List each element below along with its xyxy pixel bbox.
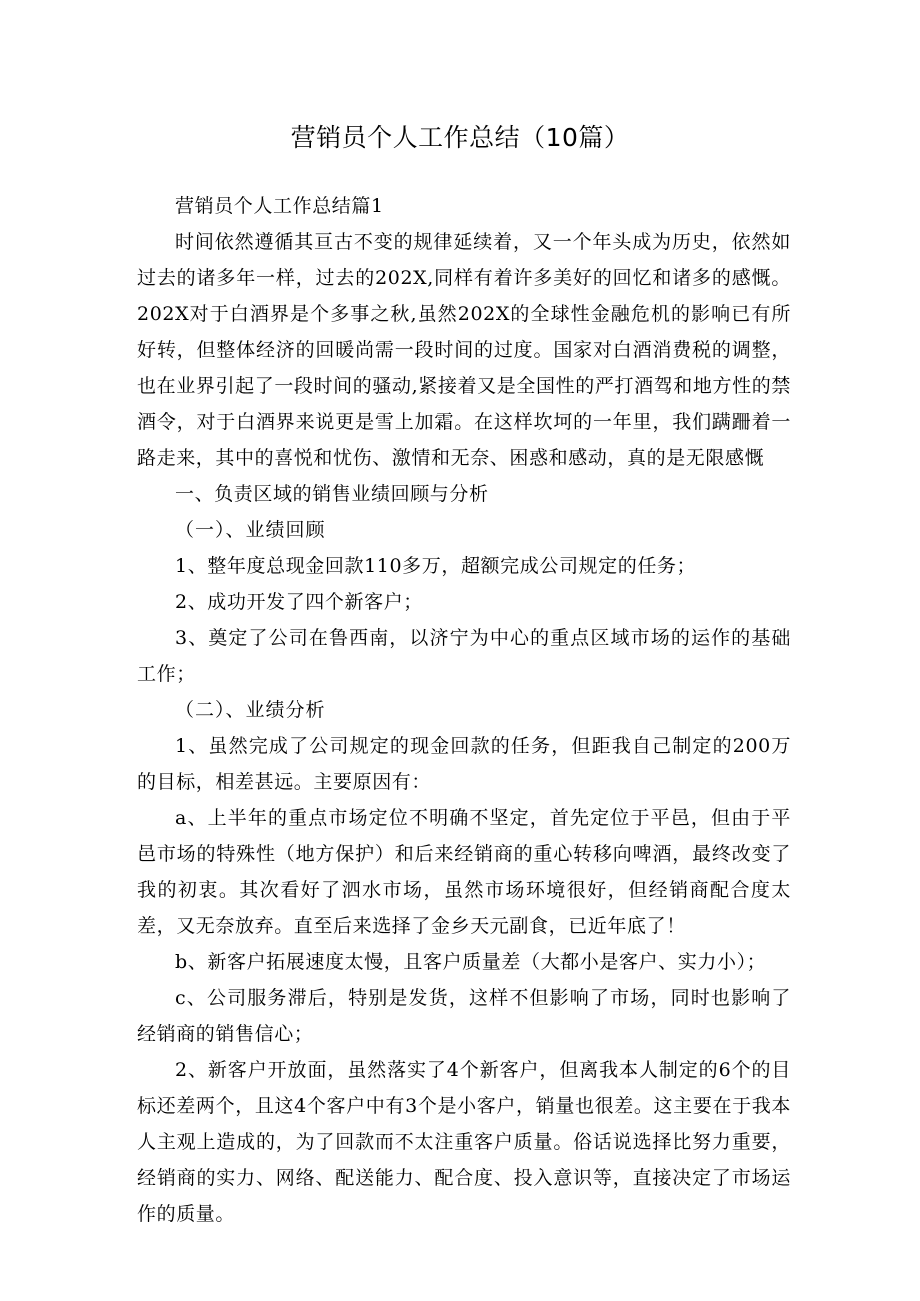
list-item: 2、新客户开放面，虽然落实了4个新客户，但离我本人制定的6个的目标还差两个，且这4个客户中有3个是小客户，销量也很差。这主要在于我本人主观上造成的，为了回款而不太注重客户质量。俗话说选择比努力重要，经销商的实力、网络、配送能力、配合度、投入意识等，直接决定了市场运作的质量。 xyxy=(137,1059,791,1225)
list-item: 1、虽然完成了公司规定的现金回款的任务，但距我自己制定的200万的目标，相差甚远。主要原因有： xyxy=(137,735,791,793)
subsection-heading: （二）、业绩分析 xyxy=(175,699,326,721)
list-item: 2、成功开发了四个新客户； xyxy=(175,591,423,613)
document-body xyxy=(137,188,791,1232)
list-item: c、公司服务滞后，特别是发货，这样不但影响了市场，同时也影响了经销商的销售信心； xyxy=(137,987,791,1045)
list-item: 1、整年度总现金回款110多万，超额完成公司规定的任务； xyxy=(175,555,697,577)
section-heading: 营销员个人工作总结篇1 xyxy=(175,195,384,217)
section-heading: 一、负责区域的销售业绩回顾与分析 xyxy=(175,483,489,505)
document-title: 营销员个人工作总结（10篇） xyxy=(290,123,630,152)
subsection-heading: （一）、业绩回顾 xyxy=(175,519,326,541)
list-item: a、上半年的重点市场定位不明确不坚定，首先定位于平邑，但由于平邑市场的特殊性（地方保护）和后来经销商的重心转移向啤酒，最终改变了我的初衷。其次看好了泗水市场，虽然市场环境很好，但经销商配合度太差，又无奈放弃。直至后来选择了金乡天元副食，已近年底了！ xyxy=(137,807,791,937)
list-item: 3、奠定了公司在鲁西南，以济宁为中心的重点区域市场的运作的基础工作； xyxy=(137,627,791,685)
paragraph-intro: 时间依然遵循其亘古不变的规律延续着，又一个年头成为历史，依然如过去的诸多年一样，过去的202X,同样有着许多美好的回忆和诸多的感慨。202X对于白酒界是个多事之秋,虽然202X的全球性金融危机的影响已有所好转，但整体经济的回暖尚需一段时间的过度。国家对白酒消费税的调整，也在业界引起了一段时间的骚动,紧接着又是全国性的严打酒驾和地方性的禁酒令，对于白酒界来说更是雪上加霜。在这样坎坷的一年里，我们蹒跚着一路走来，其中的喜悦和忧伤、激情和无奈、困惑和感动，真的是无限感慨 xyxy=(137,231,791,469)
list-item: b、新客户拓展速度太慢，且客户质量差（大都小是客户、实力小）； xyxy=(175,951,767,973)
